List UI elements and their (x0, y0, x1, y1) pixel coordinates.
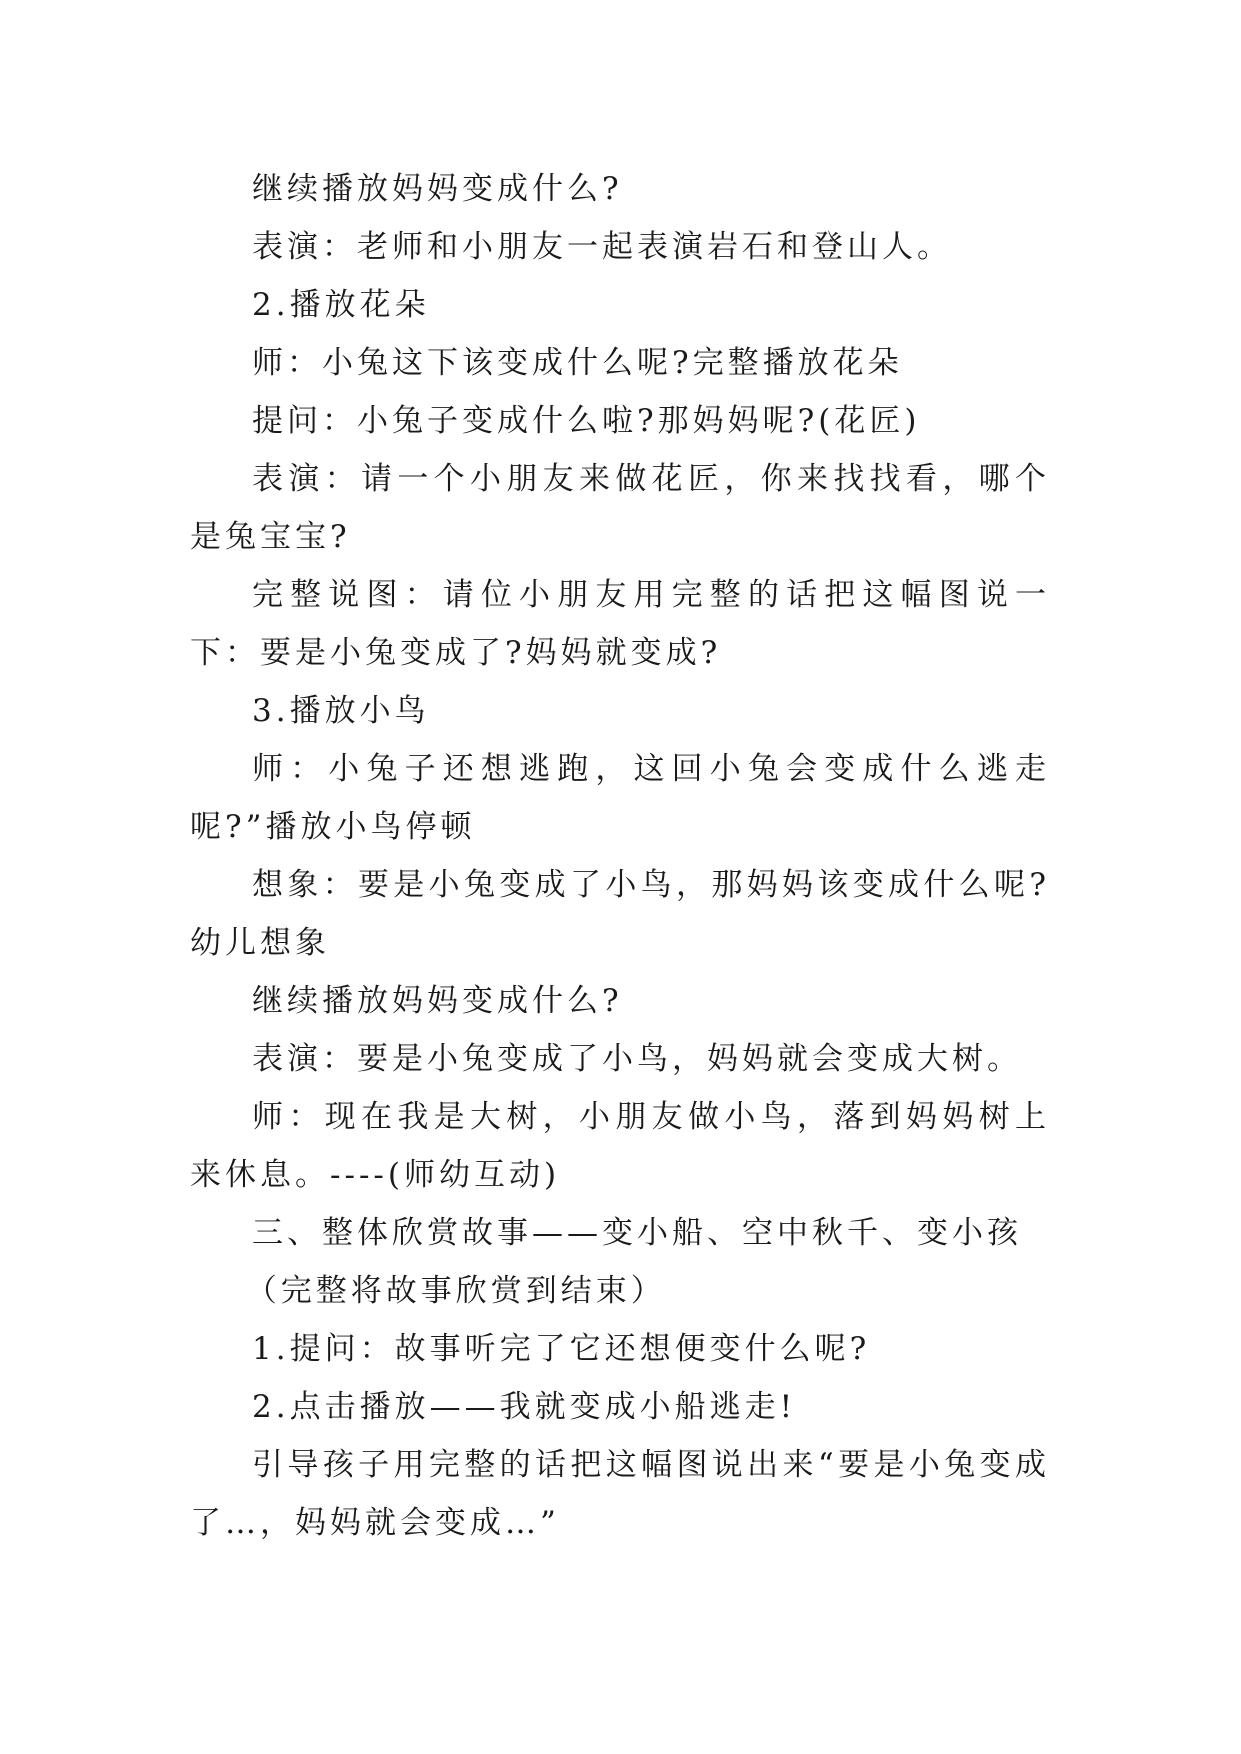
paragraph: 继续播放妈妈变成什么? (252, 983, 623, 1019)
paragraph: （完整将故事欣赏到结束） (245, 1273, 666, 1309)
paragraph: 1.提问：故事听完了它还想便变什么呢? (252, 1331, 871, 1367)
paragraph: 完整说图：请位小朋友用完整的话把这幅图说一下：要是小兔变成了?妈妈就变成? (190, 577, 1050, 671)
section-heading: 三、整体欣赏故事——变小船、空中秋千、变小孩 (252, 1215, 1022, 1251)
document-body (190, 160, 1050, 1552)
paragraph: 师：现在我是大树，小朋友做小鸟，落到妈妈树上来休息。----(师幼互动) (190, 1099, 1050, 1193)
paragraph: 表演：要是小兔变成了小鸟，妈妈就会变成大树。 (252, 1041, 1022, 1077)
paragraph: 师：小兔这下该变成什么呢?完整播放花朵 (252, 345, 903, 381)
paragraph: 2.播放花朵 (252, 287, 430, 323)
paragraph: 2.点击播放——我就变成小船逃走! (252, 1389, 797, 1425)
paragraph: 表演：请一个小朋友来做花匠，你来找找看，哪个是兔宝宝? (190, 461, 1050, 555)
paragraph: 提问：小兔子变成什么啦?那妈妈呢?(花匠) (252, 403, 921, 439)
paragraph: 表演：老师和小朋友一起表演岩石和登山人。 (252, 229, 952, 265)
paragraph: 想象：要是小兔变成了小鸟，那妈妈该变成什么呢?幼儿想象 (190, 867, 1050, 961)
paragraph: 继续播放妈妈变成什么? (252, 171, 623, 207)
paragraph: 引导孩子用完整的话把这幅图说出来“要是小兔变成了…，妈妈就会变成…” (190, 1447, 1050, 1541)
paragraph: 3.播放小鸟 (252, 693, 430, 729)
paragraph: 师：小兔子还想逃跑，这回小兔会变成什么逃走呢?”播放小鸟停顿 (190, 751, 1050, 845)
